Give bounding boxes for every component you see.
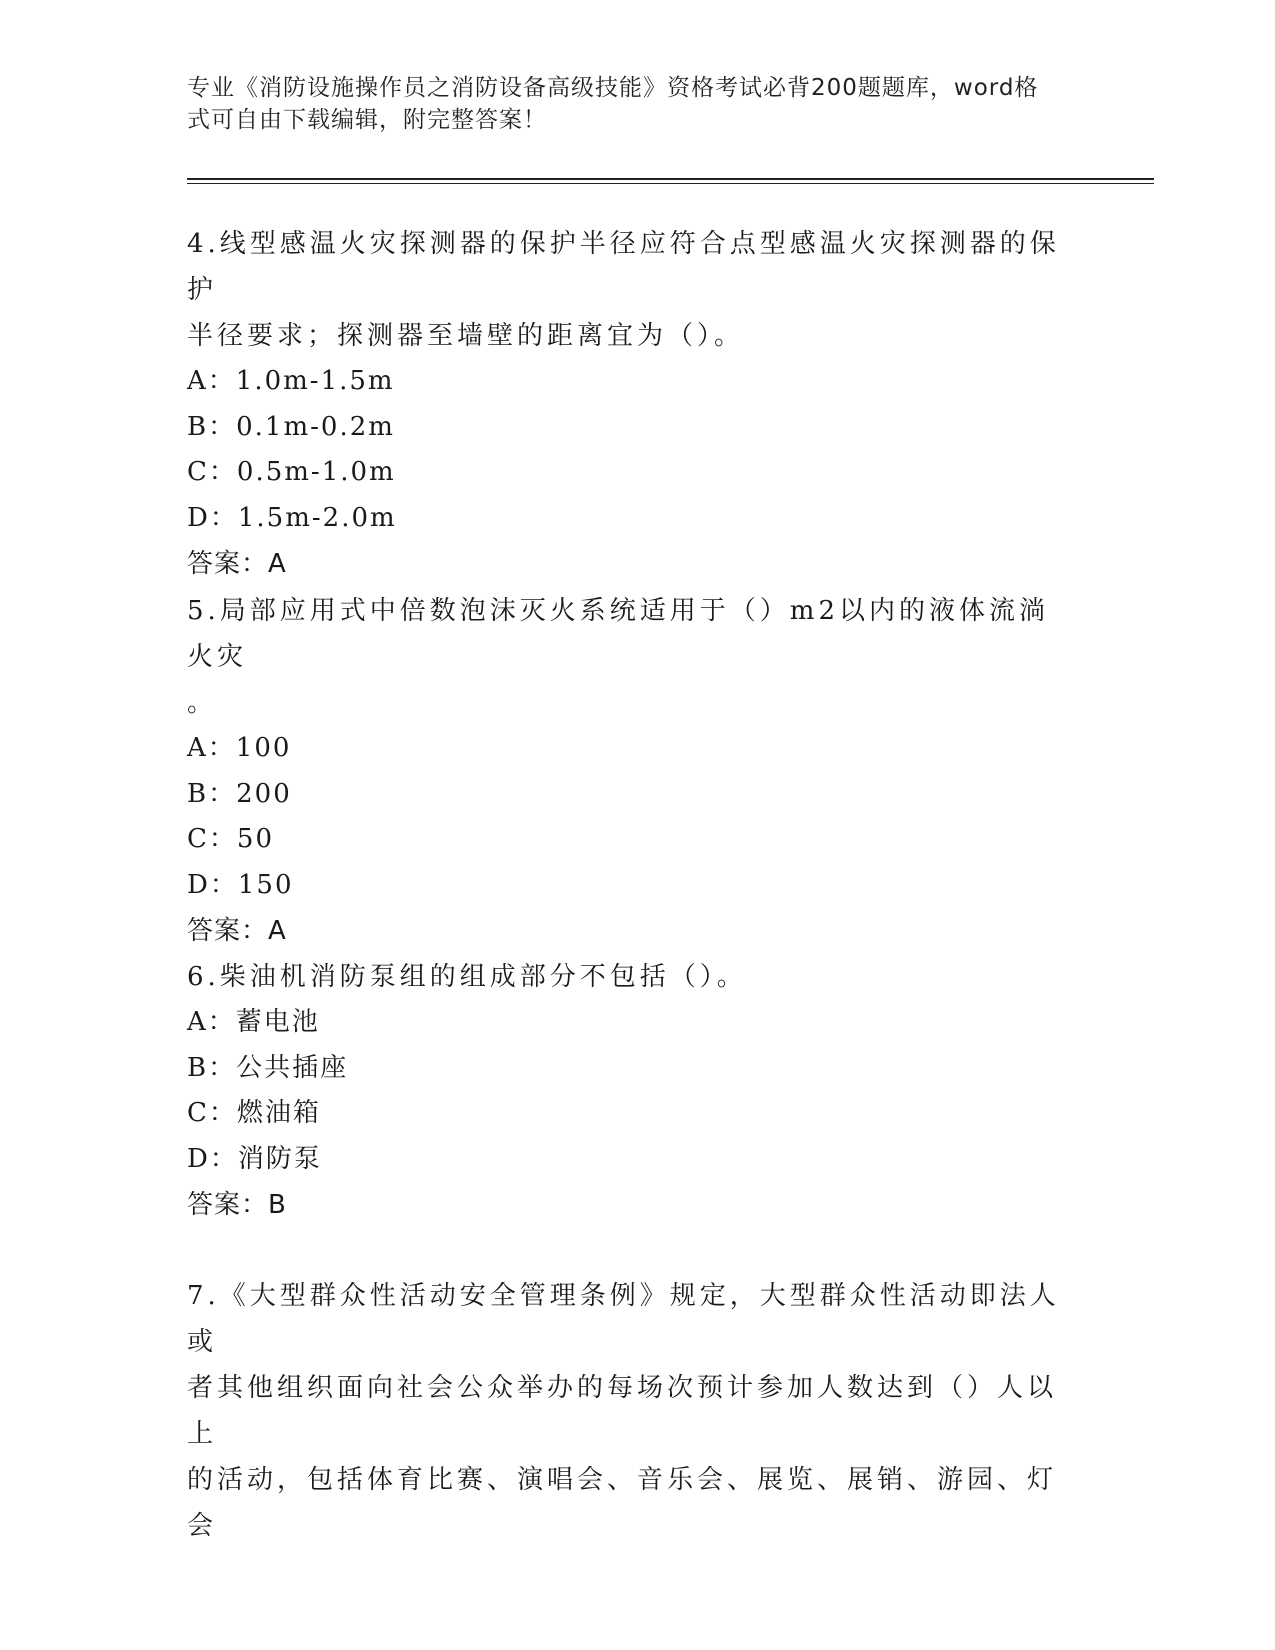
question-7 [187, 1273, 1067, 1549]
option-text: 1.5m-2.0m [237, 502, 397, 533]
option-text: 50 [236, 824, 274, 854]
option-text: 150 [237, 869, 294, 900]
option-key: D： [187, 1143, 238, 1174]
option-b [187, 405, 1067, 451]
option-d [187, 496, 1067, 542]
option-key: D： [187, 869, 238, 900]
answer-line: 答案：B [187, 1190, 287, 1220]
question-stem-line: 的活动，包括体育比赛、演唱会、音乐会、展览、展销、游园、灯会 [187, 1465, 1058, 1541]
option-a [187, 726, 1067, 772]
option-d [187, 863, 1067, 909]
option-key: D： [187, 502, 238, 533]
answer-line: 答案：A [187, 916, 287, 946]
question-4 [187, 221, 1067, 587]
option-text: 消防泵 [237, 1143, 322, 1174]
option-key: A： [187, 1007, 236, 1037]
option-c [187, 1091, 1067, 1137]
option-key: B： [187, 411, 237, 442]
option-text: 1.0m-1.5m [235, 366, 395, 396]
option-a [187, 359, 1067, 405]
header-divider-thick [187, 178, 1154, 180]
option-text: 200 [236, 778, 292, 809]
question-5 [187, 588, 1067, 954]
option-key: C： [187, 824, 237, 854]
option-text: 100 [235, 733, 292, 763]
header-line-2: 式可自由下载编辑，附完整答案！ [187, 107, 547, 133]
option-a [187, 1000, 1067, 1046]
option-text: 公共插座 [236, 1052, 349, 1083]
option-b [187, 772, 1067, 818]
question-stem-line: 4.线型感温火灾探测器的保护半径应符合点型感温火灾探测器的保护 [187, 229, 1060, 305]
question-6 [187, 954, 1067, 1228]
option-key: B： [187, 778, 237, 809]
question-stem-line: 7.《大型群众性活动安全管理条例》规定，大型群众性活动即法人或 [187, 1281, 1060, 1357]
option-c [187, 817, 1067, 863]
question-stem-line: 5.局部应用式中倍数泡沫灭火系统适用于（）m2以内的液体流淌火灾 [187, 596, 1050, 672]
header-divider-thin [187, 183, 1154, 184]
document-header [187, 72, 1067, 136]
option-d [187, 1137, 1067, 1183]
question-stem-line: 6.柴油机消防泵组的组成部分不包括（）。 [187, 962, 747, 992]
question-stem-line: 。 [187, 688, 218, 718]
option-text: 蓄电池 [235, 1007, 320, 1037]
option-key: B： [187, 1052, 237, 1083]
option-key: C： [187, 1098, 237, 1128]
option-key: A： [187, 733, 236, 763]
option-text: 0.1m-0.2m [236, 411, 395, 442]
option-text: 0.5m-1.0m [236, 457, 396, 487]
header-line-1: 专业《消防设施操作员之消防设备高级技能》资格考试必背200题题库，word格 [187, 75, 1039, 101]
option-key: A： [187, 366, 236, 396]
answer-line: 答案：A [187, 549, 287, 579]
option-b [187, 1046, 1067, 1092]
option-key: C： [187, 457, 237, 487]
option-text: 燃油箱 [236, 1098, 321, 1128]
option-c [187, 450, 1067, 496]
question-stem-line: 者其他组织面向社会公众举办的每场次预计参加人数达到（）人以上 [187, 1373, 1058, 1449]
question-stem-line: 半径要求；探测器至墙壁的距离宜为（）。 [187, 321, 745, 351]
